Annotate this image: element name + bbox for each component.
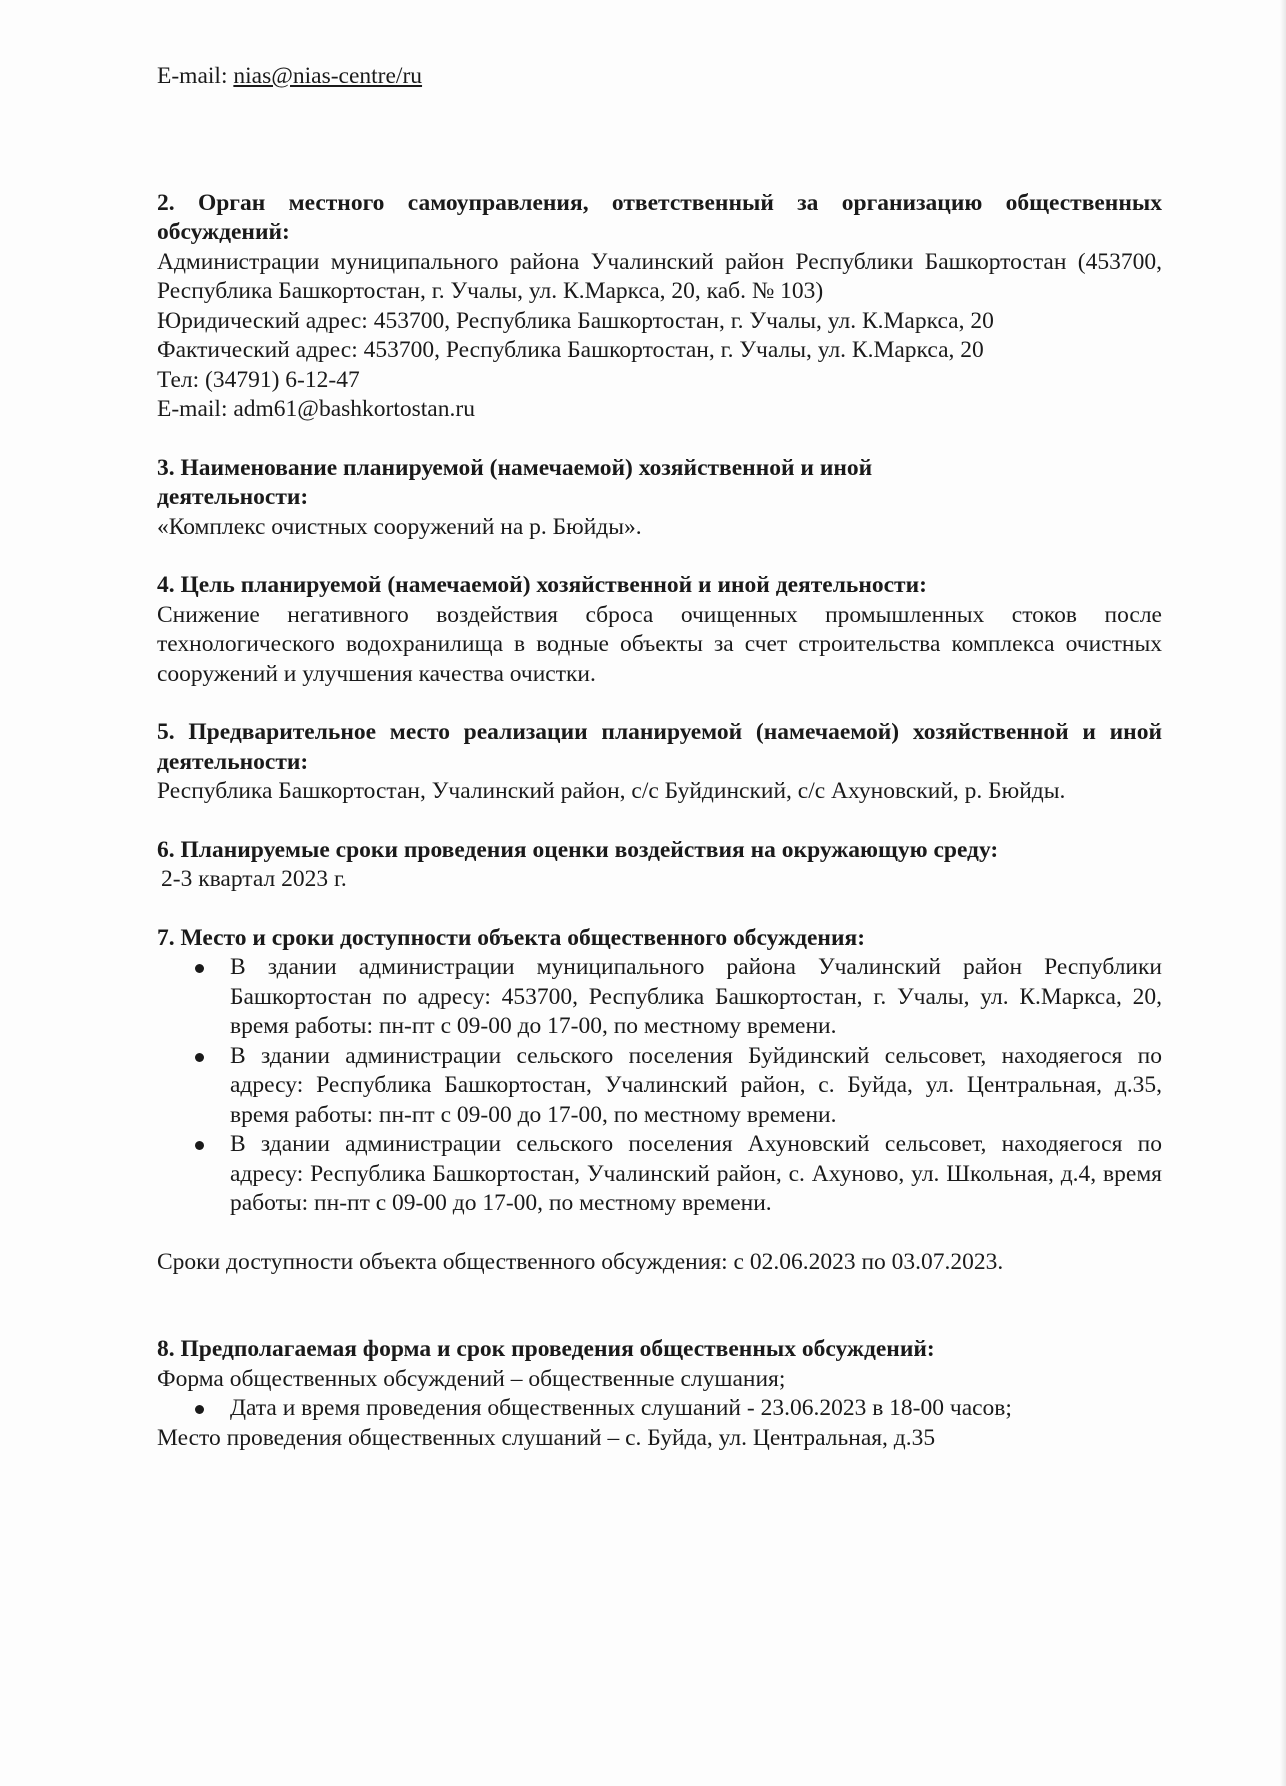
list-item-text: В здании администрации сельского поселения Буйдинский сельсовет, находяегося по адресу: Республика Башкортостан, Учалинский район, с. Буйда, ул. Центральная, д.35, время работы: пн-пт с 09-00 до 17-00, по местному времени. <box>230 1042 1162 1128</box>
section-2-org: Администрации муниципального района Учалинский район Республики Башкортостан (453700, Республика Башкортостан, г. Учалы, ул. К.Маркса, 20, каб. № 103) <box>157 248 1162 304</box>
bullet-icon <box>195 964 204 973</box>
section-7-heading: 7. Место и сроки доступности объекта общественного обсуждения: <box>157 924 866 951</box>
list-item-text: В здании администрации муниципального района Учалинский район Республики Башкортостан по адресу: 453700, Республика Башкортостан, г. Учалы, ул. К.Маркса, 20, время работы: пн-пт с 09-00 до 17-00, по местному времени. <box>230 954 1162 1039</box>
section-2-legal-address: Юридический адрес: 453700, Республика Башкортостан, г. Учалы, ул. К.Маркса, 20 <box>157 307 994 334</box>
list-item <box>157 1130 1162 1219</box>
section-2-actual-address: Фактический адрес: 453700, Республика Башкортостан, г. Учалы, ул. К.Маркса, 20 <box>157 337 984 363</box>
bullet-icon <box>195 1053 204 1062</box>
section-2-email: E-mail: adm61@bashkortostan.ru <box>157 396 475 422</box>
section-6-text: 2-3 квартал 2023 г. <box>161 866 347 892</box>
section-8-form: Форма общественных обсуждений – общественные слушания; <box>157 1365 786 1392</box>
section-5-heading: 5. Предварительное место реализации планируемой (намечаемой) хозяйственной и иной деятельности: <box>157 719 1162 775</box>
section-2-phone: Тел: (34791) 6-12-47 <box>157 366 360 393</box>
section-7-dates: Сроки доступности объекта общественного обсуждения: с 02.06.2023 по 03.07.2023. <box>157 1248 1004 1275</box>
section-8 <box>157 1335 1162 1453</box>
section-2-heading: 2. Орган местного самоуправления, ответственный за организацию общественных обсуждений: <box>157 189 1162 245</box>
section-3-heading: 3. Наименование планируемой (намечаемой) хозяйственной и иной деятельности: <box>157 454 873 510</box>
section-8-heading: 8. Предполагаемая форма и срок проведения общественных обсуждений: <box>157 1336 935 1362</box>
section-4 <box>157 571 1162 689</box>
section-3 <box>157 454 1162 543</box>
bullet-icon <box>195 1141 204 1150</box>
section-4-text: Снижение негативного воздействия сброса очищенных промышленных стоков после технологического водохранилища в водные объекты за счет строительства комплекса очистных сооружений и улучшения качества очистки. <box>157 601 1162 687</box>
section-3-text: «Комплекс очистных сооружений на р. Бюйды». <box>157 513 642 540</box>
section-6 <box>157 836 1162 895</box>
document-content <box>157 62 1162 1453</box>
list-item <box>157 1042 1162 1131</box>
section-8-place: Место проведения общественных слушаний – с. Буйда, ул. Центральная, д.35 <box>157 1424 936 1451</box>
section-7-list <box>157 953 1162 1219</box>
bullet-icon <box>195 1405 204 1414</box>
section-7 <box>157 924 1162 1278</box>
list-item <box>157 953 1162 1042</box>
section-4-heading: 4. Цель планируемой (намечаемой) хозяйственной и иной деятельности: <box>157 572 927 598</box>
list-item-text: Дата и время проведения общественных слушаний - 23.06.2023 в 18-00 часов; <box>230 1395 1012 1421</box>
section-5 <box>157 718 1162 807</box>
section-8-list <box>157 1394 1162 1424</box>
list-item-text: В здании администрации сельского поселения Ахуновский сельсовет, находяегося по адресу: Республика Башкортостан, Учалинский район, с. Ахуново, ул. Школьная, д.4, время работы: пн-пт с 09-00 до 17-00, по местному времени. <box>230 1131 1162 1216</box>
section-2 <box>157 189 1162 425</box>
list-item <box>157 1394 1162 1424</box>
section-6-heading: 6. Планируемые сроки проведения оценки воздействия на окружающую среду: <box>157 836 999 863</box>
top-email-line <box>157 62 1162 92</box>
scan-edge <box>1280 0 1286 1786</box>
top-email-label: E-mail: <box>157 63 234 89</box>
section-5-text: Республика Башкортостан, Учалинский район, с/с Буйдинский, с/с Ахуновский, р. Бюйды. <box>157 778 1066 804</box>
top-email-link[interactable]: nias@nias-centre/ru <box>233 63 423 89</box>
